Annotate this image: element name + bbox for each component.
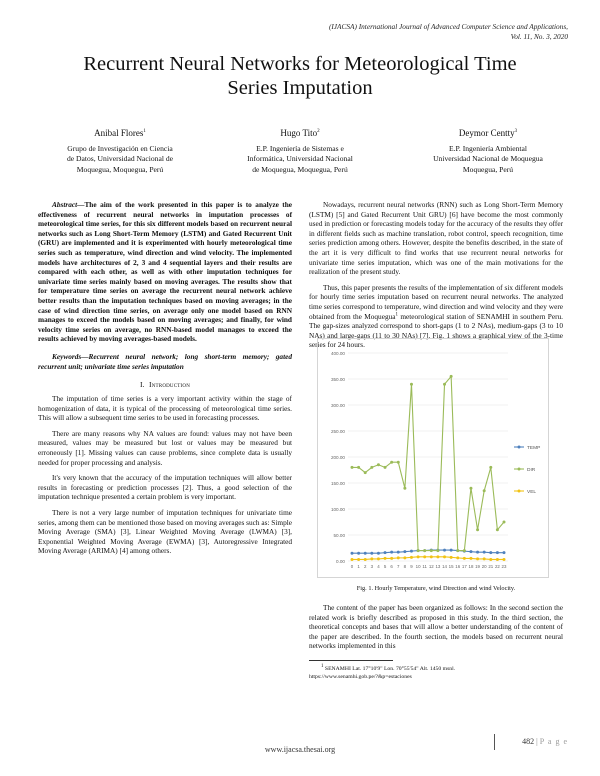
x-tick-label: 11 (422, 564, 427, 569)
data-point-vel (377, 557, 380, 560)
data-point-temp (364, 552, 367, 555)
body-paragraph: The content of the paper has been organized as follows: In the second section the related work is briefly described as proposed in this study. In the third section, the theoretical concepts and bases that will allow a better understanding of the content of the paper are described. In the fourth section, the models based on recurrent neural networks implemented in this (309, 603, 563, 651)
x-tick-label: 7 (397, 564, 400, 569)
data-point-vel (397, 556, 400, 559)
author-sup: 1 (143, 129, 146, 134)
data-point-vel (456, 556, 459, 559)
data-point-dir (364, 471, 367, 474)
footer-url[interactable]: www.ijacsa.thesai.org (264, 745, 336, 754)
data-point-temp (377, 552, 380, 555)
data-point-dir (351, 466, 354, 469)
footnote-number: 1 (321, 664, 324, 670)
data-point-dir (384, 466, 387, 469)
data-point-vel (390, 557, 393, 560)
data-point-vel (489, 558, 492, 561)
x-tick-label: 23 (501, 564, 507, 569)
author-affiliation: Universidad Nacional de Moquegua (433, 154, 543, 163)
keywords (38, 352, 292, 371)
data-point-vel (403, 556, 406, 559)
abstract-text: —The aim of the work presented in this paper is to analyze the effectiveness of recurrent neural networks in imputation processes of meteorological time series, for this six different models based on recurrent neural networks such as Long Short-Term Memory (LSTM) and Gated Recurrent Unit (GRU) are implemented and it is experimented with hourly meteorological time series such as temperature, wind direction and wind velocity. The implemented models have architectures of 2, 3 and 4 sequential layers and their results are compared with each other, as well as with other imputation techniques for univariate time series mainly based on moving averages. The results show that for temperature time series on average the recurrent neural network achieve better results than the imputation techniques based on moving averages; in the case of wind direction time series, on average only one model based on RNN manages to exceed the models based on moving averages; and finally, for wind velocity time series on average, no RNN-based model manages to exceed the results achieved by moving averages-based models. (38, 200, 292, 344)
x-tick-label: 3 (370, 564, 374, 569)
data-point-vel (450, 556, 453, 559)
y-tick-label: 100.00 (330, 506, 345, 512)
x-tick-label: 12 (428, 564, 434, 569)
y-tick-label: 200.00 (330, 454, 345, 460)
series-line-dir (352, 376, 504, 550)
section-title: Introduction (148, 380, 191, 390)
x-tick-label: 17 (461, 564, 467, 569)
data-point-temp (450, 549, 453, 552)
legend-label: DIR (527, 467, 536, 473)
data-point-dir (436, 549, 439, 552)
data-point-vel (483, 557, 486, 560)
author-name: Anibal Flores (94, 128, 144, 138)
data-point-temp (469, 550, 472, 553)
x-tick-label: 20 (481, 564, 487, 569)
data-point-vel (443, 555, 446, 558)
footnote-text: SENAMHI Lat. 17°10'9" Lon. 70°55'54" Alt. 1450 msnl. (323, 666, 456, 672)
left-column (38, 200, 292, 556)
line-chart (318, 339, 548, 577)
data-point-vel (410, 556, 413, 559)
author-name: Deymor Centty (458, 128, 515, 138)
data-point-vel (476, 557, 479, 560)
x-tick-label: 19 (475, 564, 481, 569)
y-tick-label: 50.00 (333, 532, 345, 538)
data-point-temp (403, 550, 406, 553)
data-point-temp (476, 551, 479, 554)
author-sup: 2 (317, 129, 320, 134)
body-paragraph: There are many reasons why NA values are found: values may not have been measured, values may be measured but lost or values may be measured but erroneously [1]. Missing values can cause problems, since complete data is usually needed for proper processing and analysis. (38, 428, 292, 467)
data-point-temp (357, 552, 360, 555)
keywords-label: Keywords (52, 351, 82, 361)
data-point-dir (430, 549, 433, 552)
legend-marker (518, 468, 521, 471)
data-point-dir (410, 383, 413, 386)
body-text: meteorological station of SENAMHI in southern Peru. The gap-sizes analyzed correspond to short-gaps (1 to 2 NAs), medium-gaps (3 to 10 NAs) and large-gaps (11 to 30 NAs) [7]. Fig. 1 shows a graphical view of the 3-time series for 24 hours. (309, 311, 563, 350)
data-point-dir (483, 489, 486, 492)
data-point-temp (443, 549, 446, 552)
footnote-link[interactable]: https://www.senamhi.gob.pe/?&p=estaciones (309, 674, 412, 680)
data-point-temp (503, 551, 506, 554)
data-point-vel (430, 555, 433, 558)
page-number: 482 | P a g e (522, 737, 568, 746)
data-point-vel (384, 557, 387, 560)
x-tick-label: 4 (377, 564, 380, 569)
data-point-temp (370, 552, 373, 555)
x-tick-label: 10 (415, 564, 421, 569)
footnote (309, 664, 561, 681)
author-affiliation: E.P. Ingeniería de Sistemas e (256, 143, 344, 153)
author-affiliation: Informática, Universidad Nacional (247, 154, 353, 163)
abstract-label: Abstract (52, 200, 78, 209)
data-point-dir (456, 549, 459, 552)
x-tick-label: 2 (363, 564, 367, 569)
data-point-temp (496, 551, 499, 554)
journal-header (148, 22, 568, 42)
x-tick-label: 15 (448, 564, 454, 569)
right-column-continued (309, 603, 563, 651)
data-point-dir (463, 549, 466, 552)
journal-name: (IJACSA) International Journal of Advanced Computer Science and Applications, (328, 22, 568, 31)
data-point-dir (489, 466, 492, 469)
x-tick-label: 5 (383, 564, 387, 569)
data-point-dir (469, 487, 472, 490)
data-point-dir (476, 528, 479, 531)
data-point-dir (423, 549, 426, 552)
data-point-temp (351, 552, 354, 555)
right-column (309, 200, 563, 350)
data-point-vel (351, 558, 354, 561)
data-point-dir (443, 383, 446, 386)
data-point-vel (436, 555, 439, 558)
x-tick-label: 1 (357, 564, 360, 569)
body-text: Thus, this paper presents the results of the implementation of six different models for hourly time series imputation based on recurrent neural networks. The analyzed time series correspond to temperature, wind direction and wind velocity and they were obtained from the Moquegua (309, 282, 563, 321)
page-label: P a g e (539, 737, 568, 746)
author-affiliation: Grupo de Investigación en Ciencia (67, 143, 173, 153)
y-tick-label: 300.00 (330, 402, 345, 408)
author-affiliation: de Datos, Universidad Nacional de (66, 154, 174, 163)
data-point-temp (483, 551, 486, 554)
x-tick-label: 22 (494, 564, 500, 569)
data-point-temp (384, 551, 387, 554)
author-2 (210, 128, 390, 175)
footnote-marker: 1 (395, 312, 398, 318)
body-paragraph: There is not a very large number of imputation techniques for univariate time series, among them can be mentioned those based on moving averages such as: Simple Moving Average (SMA) [3], Linear Weighted Moving Average (LWMA) [3], Exponential Weighted Moving Average (EWMA) [3], Autoregressive Integrated Moving Average (ARIMA) [4] among others. (38, 508, 292, 556)
paper-title-line-2: Series Imputation (227, 77, 373, 99)
paper-title (40, 52, 560, 100)
data-point-temp (397, 551, 400, 554)
x-tick-label: 16 (455, 564, 461, 569)
data-point-vel (364, 558, 367, 561)
data-point-temp (410, 550, 413, 553)
data-point-dir (390, 461, 393, 464)
data-point-dir (397, 461, 400, 464)
data-point-dir (357, 466, 360, 469)
body-paragraph: The imputation of time series is a very important activity within the stage of homogenization of data, it is typical of the processing of meteorological time series. This will allow a subsequent time series to be used in forecasting processes. (38, 394, 292, 423)
x-tick-label: 0 (350, 564, 354, 569)
legend-marker (518, 446, 521, 449)
legend-label: TEMP (527, 445, 541, 451)
author-affiliation: E.P. Ingeniería Ambiental (448, 143, 528, 153)
author-1 (30, 128, 210, 175)
page-number-value: 482 (522, 737, 535, 746)
section-heading (38, 380, 292, 389)
figure-caption: Fig. 1. Hourly Temperature, wind Direction and wind Velocity. (356, 585, 516, 592)
author-sup: 3 (514, 129, 518, 134)
keywords-text: —Recurrent neural network; long short-term memory; gated recurrent unit; univariate time series imputation (38, 351, 292, 371)
body-paragraph: It's very known that the accuracy of the imputation techniques will allow better results in forecasting or prediction processes [2]. Thus, a good selection of the imputation technique presented a certain problem is very important. (38, 473, 292, 502)
data-point-dir (496, 528, 499, 531)
legend-label: VEL (527, 489, 537, 495)
data-point-vel (503, 558, 506, 561)
author-affiliation: Moquegua, Perú (462, 164, 514, 174)
data-point-temp (390, 551, 393, 554)
y-tick-label: 0.00 (336, 558, 345, 564)
data-point-dir (417, 549, 420, 552)
y-tick-label: 400.00 (330, 350, 345, 356)
figure-1-chart (317, 338, 549, 578)
paper-title-line-1: Recurrent Neural Networks for Meteorological Time (83, 53, 517, 75)
data-point-vel (423, 555, 426, 558)
footnote-rule (309, 660, 393, 661)
section-number: I. (139, 380, 145, 390)
data-point-vel (469, 557, 472, 560)
data-point-dir (377, 463, 380, 466)
author-affiliation: Moquegua, Moquegua, Perú (76, 164, 164, 174)
y-tick-label: 250.00 (330, 428, 345, 434)
data-point-vel (496, 558, 499, 561)
series-line-vel (352, 557, 504, 560)
author-name: Hugo Tito (280, 128, 318, 138)
body-paragraph: Nowadays, recurrent neural networks (RNN) such as Long Short-Term Memory (LSTM) [5] and Gated Recurrent Unit GRU) [6] have become the most commonly used in prediction or forecasting models today for the accuracy of the results they offer in different fields such as machine translation, robot control, speech recognition, time series prediction among others. However, despite the benefits described, in the state of the art it is very difficult to find works that use recurrent neural networks for univariate time series imputation, which was one of the main motivations for the realization of the present study. (309, 200, 563, 277)
y-tick-label: 350.00 (330, 376, 345, 382)
legend-marker (518, 490, 521, 493)
data-point-dir (403, 487, 406, 490)
data-point-dir (370, 466, 373, 469)
journal-volume: Vol. 11, No. 3, 2020 (510, 32, 568, 41)
data-point-vel (357, 558, 360, 561)
author-affiliation: de Moquegua, Moquegua, Perú (252, 164, 348, 174)
x-tick-label: 13 (435, 564, 441, 569)
data-point-dir (503, 521, 506, 524)
x-tick-label: 8 (403, 564, 407, 569)
x-tick-label: 21 (488, 564, 494, 569)
x-tick-label: 14 (442, 564, 447, 569)
x-tick-label: 6 (390, 564, 393, 569)
data-point-vel (463, 557, 466, 560)
author-3 (398, 128, 578, 175)
data-point-dir (450, 375, 453, 378)
x-tick-label: 9 (410, 564, 413, 569)
y-tick-label: 150.00 (330, 480, 345, 486)
x-tick-label: 18 (468, 564, 474, 569)
abstract (38, 200, 292, 344)
data-point-temp (489, 551, 492, 554)
data-point-vel (370, 557, 373, 560)
data-point-vel (417, 555, 420, 558)
